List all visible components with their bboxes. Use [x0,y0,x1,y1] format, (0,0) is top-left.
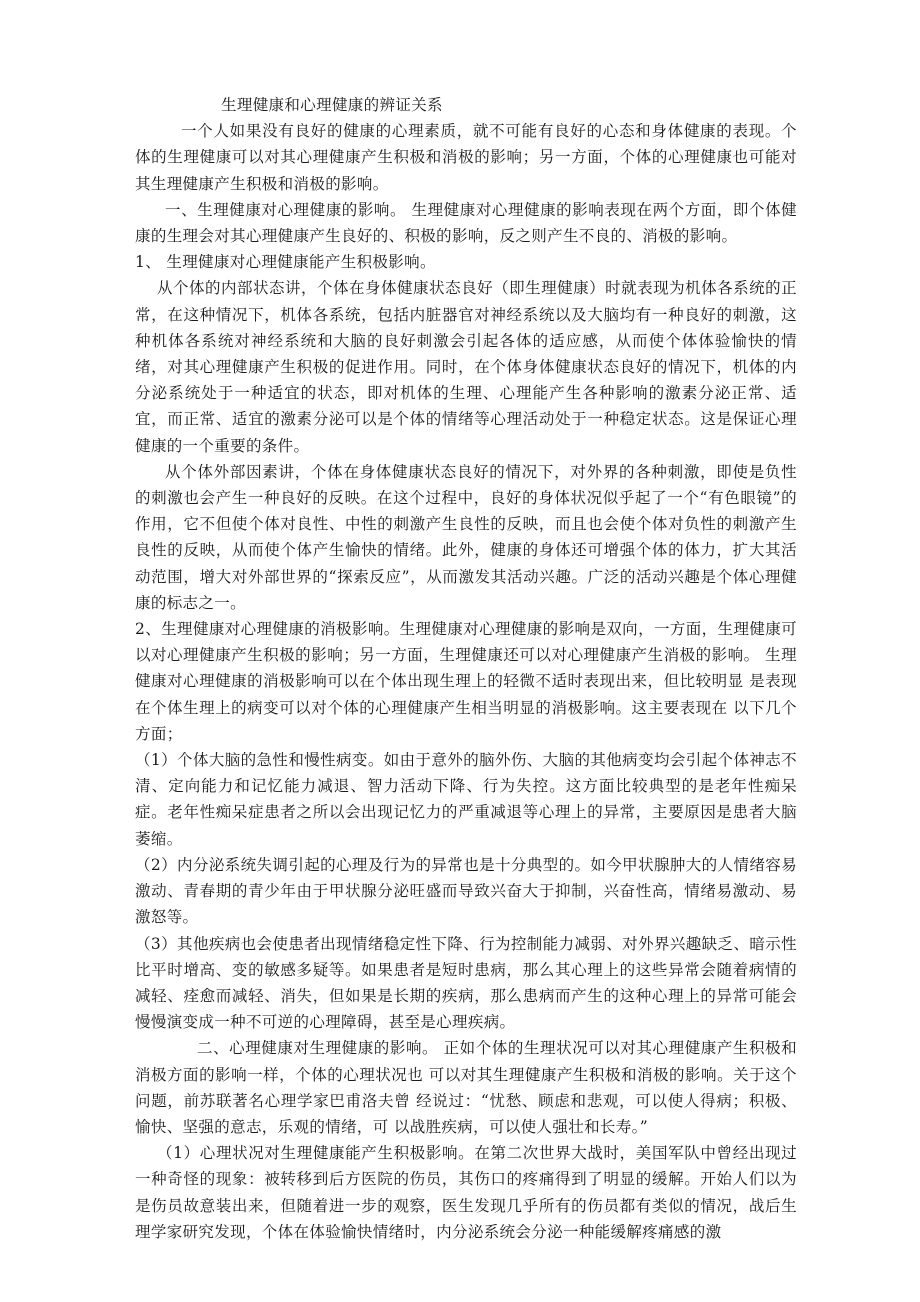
paragraph-internal-state: 从个体的内部状态讲，个体在身体健康状态良好（即生理健康）时就表现为机体各系统的正常，在这种情况下，机体各系统，包括内脏器官对神经系统以及大脑均有一种良好的刺激，这种机体各系统对神经系统和大脑的良好刺激会引起各体的适应感，从而使个体体验愉快的情绪，对其心理健康产生积极的促进作用。同时，在个体身体健康状态良好的情况下，机体的内分泌系统处于一种适宜的状态，即对机体的生理、心理能产生各种影响的激素分泌正常、适宜，而正常、适宜的激素分泌可以是个体的情绪等心理活动处于一种稳定状态。这是保证心理健康的一个重要的条件。 [135,279,797,455]
paragraph-intro: 一个人如果没有良好的健康的心理素质，就不可能有良好的心态和身体健康的表现。个体的生理健康可以对其心理健康产生积极和消极的影响；另一方面，个体的心理健康也可能对其生理健康产生积极和消极的影响。 [135,122,797,193]
paragraph-item-1: 1、 生理健康对心理健康能产生积极影响。 [135,253,436,272]
paragraph-sub-2: （2）内分泌系统失调引起的心理及行为的异常也是十分典型的。如今甲状腺肿大的人情绪容易激动、青春期的青少年由于甲状腺分泌旺盛而导致兴奋大于抑制，兴奋性高，情绪易激动、易激怒等。 [135,855,797,927]
paragraph-section-one: 一、生理健康对心理健康的影响。 生理健康对心理健康的影响表现在两个方面，即个体健康的生理会对其心理健康产生良好的、积极的影响，反之则产生不良的、消极的影响。 [135,200,797,246]
paragraph-sub-3: （3）其他疾病也会使患者出现情绪稳定性下降、行为控制能力减弱、对外界兴趣缺乏、暗示性比平时增高、变的敏感多疑等。如果患者是短时患病，那么其心理上的这些异常会随着病情的减轻、痊愈而减轻、消失，但如果是长期的疾病，那么患病而产生的这种心理上的异常可能会慢慢演变成一种不可逆的心理障碍，甚至是心理疾病。 [135,934,797,1032]
paragraph-item-2: 2、生理健康对心理健康的消极影响。生理健康对心理健康的影响是双向，一方面，生理健康可以对心理健康产生积极的影响；另一方面，生理健康还可以对心理健康产生消极的影响。 生理健康对心理健康的消极影响可以在个体出现生理上的轻微不适时表现出来，但比较明显 是表现在个体生理上的病变可以对个体的心理健康产生相当明显的消极影响。这主要表现在 以下几个方面； [135,620,797,743]
paragraph-section-two: 二、心理健康对生理健康的影响。 正如个体的生理状况可以对其心理健康产生积极和消极方面的影响一样，个体的心理状况也 可以对其生理健康产生积极和消极的影响。关于这个问题，前苏联著名心理学家巴甫洛夫曾 经说过：“忧愁、顾虑和悲观，可以使人得病；积极、愉快、坚强的意志，乐观的情绪，可 以战胜疾病，可以使人强壮和长寿。” [135,1039,797,1136]
document-page [135,92,797,1245]
paragraph-positive-psych: （1）心理状况对生理健康能产生积极影响。在第二次世界大战时，美国军队中曾经出现过一种奇怪的现象：被转移到后方医院的伤员，其伤口的疼痛得到了明显的缓解。开始人们以为是伤员故意装出来，但随着进一步的观察，医生发现几乎所有的伤员都有类似的情况，战后生理学家研究发现，个体在体验愉快情绪时，内分泌系统会分泌一种能缓解疼痛感的激 [135,1144,797,1241]
document-title: 生理健康和心理健康的辨证关系 [221,96,443,114]
paragraph-external-factors: 从个体外部因素讲，个体在身体健康状态良好的情况下，对外界的各种刺激，即使是负性的刺激也会产生一种良好的反映。在这个过程中，良好的身体状况似乎起了一个“有色眼镜”的作用，它不但使个体对良性、中性的刺激产生良性的反映，而且也会使个体对负性的刺激产生良性的反映，从而使个体产生愉快的情绪。此外，健康的身体还可增强个体的体力，扩大其活动范围，增大对外部世界的“探索反应”，从而激发其活动兴趣。广泛的活动兴趣是个体心理健康的标志之一。 [135,462,797,612]
paragraph-sub-1: （1）个体大脑的急性和慢性病变。如由于意外的脑外伤、大脑的其他病变均会引起个体神志不清、定向能力和记忆能力减退、智力活动下降、行为失控。这方面比较典型的是老年性痴呆症。老年性痴呆症患者之所以会出现记忆力的严重减退等心理上的异常，主要原因是患者大脑萎缩。 [135,751,797,848]
